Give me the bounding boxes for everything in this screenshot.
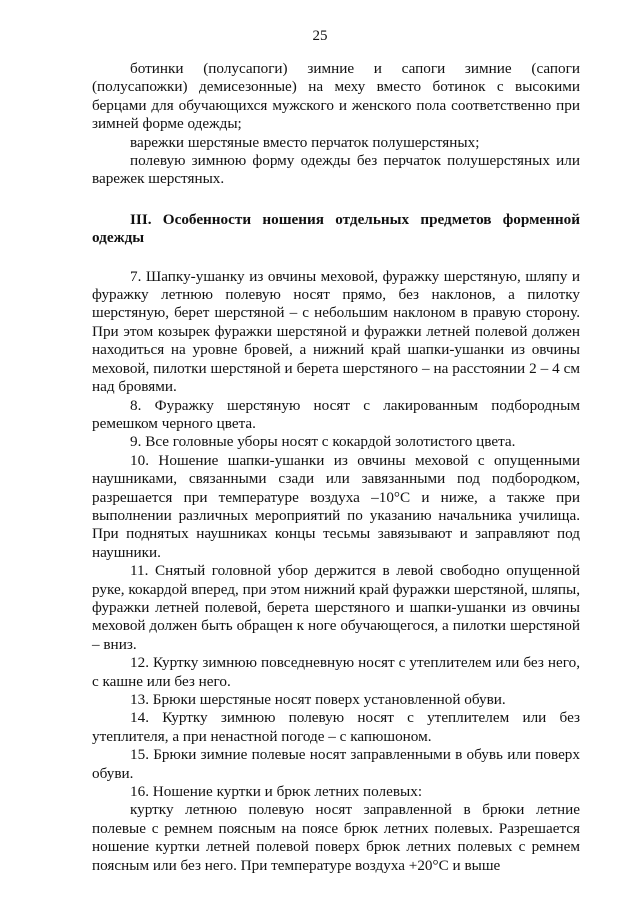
paragraph-item-8: 8. Фуражку шерстяную носят с лакированным подбородным ремешком черного цвета. xyxy=(92,396,580,432)
paragraph-footwear: ботинки (полусапоги) зимние и сапоги зимние (сапоги (полусапожки) демисезонные) на меху вместо ботинок с высокими берцами для обучающихся мужского и женского пола соответственно при зимней форме одежды; xyxy=(92,60,580,133)
paragraph-item-7: 7. Шапку-ушанку из овчины меховой, фуражку шерстяную, шляпу и фуражку летнюю полевую носят прямо, без наклонов, а пилотку шерстяную, берет шерстяной – с небольшим наклоном в правую сторону. При этом козырек фуражки шерстяной и фуражки летней полевой должен находиться на уровне бровей, а нижний край шапки-ушанки из овчины меховой, пилотки шерстяной и берета шерстяного – на расстоянии 2 – 4 см над бровями. xyxy=(92,267,580,396)
paragraph-item-16: 16. Ношение куртки и брюк летних полевых: xyxy=(130,783,423,801)
page-number: 25 xyxy=(312,28,328,44)
section-heading: III. Особенности ношения отдельных предметов форменной одежды xyxy=(92,210,580,247)
paragraph-mittens: варежки шерстяные вместо перчаток полушерстяных; xyxy=(130,133,480,151)
paragraph-item-9: 9. Все головные уборы носят с кокардой золотистого цвета. xyxy=(130,433,516,451)
document-body xyxy=(92,60,580,875)
paragraph-item-15: 15. Брюки зимние полевые носят заправленными в обувь или поверх обуви. xyxy=(92,746,580,782)
paragraph-item-11: 11. Снятый головной убор держится в левой свободно опущенной руке, кокардой вперед, при этом нижний край фуражки шерстяной, шляпы, фуражки летней полевой, берета шерстяного и шапки-ушанки из овчины меховой должен быть обращен к ноге обучающегося, а пилотки шерстяной – вниз. xyxy=(92,562,580,653)
paragraph-item-13: 13. Брюки шерстяные носят поверх установленной обуви. xyxy=(130,691,506,708)
paragraph-item-12: 12. Куртку зимнюю повседневную носят с утеплителем или без него, с кашне или без него. xyxy=(92,654,580,690)
paragraph-field-uniform: полевую зимнюю форму одежды без перчаток полушерстяных или варежек шерстяных. xyxy=(92,152,580,188)
paragraph-item-16-jacket: куртку летнюю полевую носят заправленной в брюки летние полевые с ремнем поясным на поясе брюк летних полевых. Разрешается ношение куртки летней полевой поверх брюк летних полевых с ремнем поясным или без него. При температуре воздуха +20°C и выше xyxy=(92,801,580,874)
paragraph-item-14: 14. Куртку зимнюю полевую носят с утеплителем или без утеплителя, а при ненастной погоде – с капюшоном. xyxy=(92,709,580,745)
paragraph-item-10: 10. Ношение шапки-ушанки из овчины меховой с опущенными наушниками, связанными сзади или завязанными под подбородком, разрешается при температуре воздуха –10°C и ниже, а также при выполнении различных мероприятий по указанию начальника училища. При поднятых наушниках концы тесьмы завязывают и заправляют под наушники. xyxy=(92,451,580,561)
